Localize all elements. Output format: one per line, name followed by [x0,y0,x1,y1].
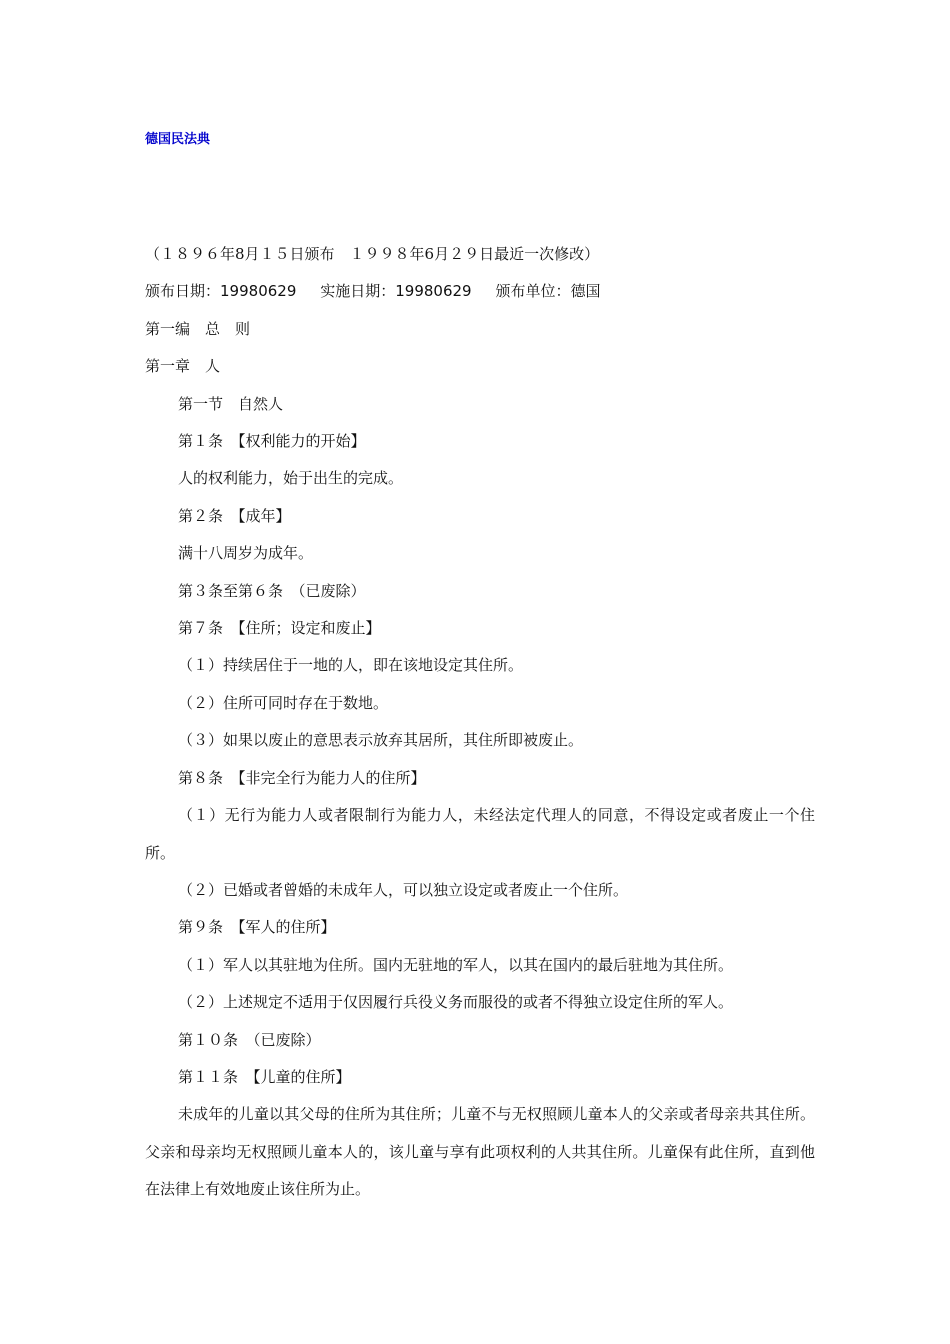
article-7-heading: 第７条 【住所；设定和废止】 [178,619,381,638]
article-1-text: 人的权利能力，始于出生的完成。 [178,469,404,488]
document-meta [145,273,815,310]
chapter-heading: 第一章 人 [145,357,221,376]
article-9-paragraph-1: （１）军人以其驻地为住所。国内无驻地的军人，以其在国内的最后驻地为其住所。 [178,955,734,974]
article-9-paragraph-2: （２）上述规定不适用于仅因履行兵役义务而服役的或者不得独立设定住所的军人。 [178,993,734,1012]
effective-date: 19980629 [395,282,472,301]
article-2-heading: 第２条 【成年】 [178,506,291,525]
article-2-text: 满十八周岁为成年。 [178,544,314,563]
article-7-paragraph-1: （１）持续居住于一地的人，即在该地设定其住所。 [178,656,524,675]
article-3-6-heading: 第３条至第６条 （已废除） [178,581,366,600]
issuer-value: 德国 [570,282,601,301]
article-8-paragraph-1: （１）无行为能力人或者限制行为能力人，未经法定代理人的同意，不得设定或者废止一个住所。 [145,806,815,862]
article-8-paragraph-2: （２）已婚或者曾婚的未成年人，可以独立设定或者废止一个住所。 [178,880,629,899]
article-7-paragraph-2: （２）住所可同时存在于数地。 [178,693,389,712]
article-11-text: 未成年的儿童以其父母的住所为其住所；儿童不与无权照顾儿童本人的父亲或者母亲共其住所。父亲和母亲均无权照顾儿童本人的，该儿童与享有此项权利的人共其住所。儿童保有此住所，直到他在法律上有效地废止该住所为止。 [145,1105,815,1199]
book-heading: 第一编 总 则 [145,319,251,338]
section-heading: 第一节 自然人 [178,394,284,413]
promulgated-date: 19980629 [220,282,297,301]
article-11-heading: 第１１条 【儿童的住所】 [178,1067,351,1086]
effective-label: 实施日期： [320,282,396,301]
article-7-paragraph-3: （３）如果以废止的意思表示放弃其居所，其住所即被废止。 [178,731,584,750]
article-9-heading: 第９条 【军人的住所】 [178,918,336,937]
promulgation-note: （１８９６年8月１５日颁布 １９９８年6月２９日最近一次修改） [145,245,600,263]
article-8-heading: 第８条 【非完全行为能力人的住所】 [178,768,426,787]
issuer-label: 颁布单位： [495,282,571,301]
article-10-heading: 第１０条 （已废除） [178,1030,321,1049]
promulgated-label: 颁布日期： [145,282,221,301]
article-1-heading: 第１条 【权利能力的开始】 [178,432,366,451]
document-body [145,236,815,1209]
document-title-link[interactable]: 德国民法典 [145,132,211,147]
